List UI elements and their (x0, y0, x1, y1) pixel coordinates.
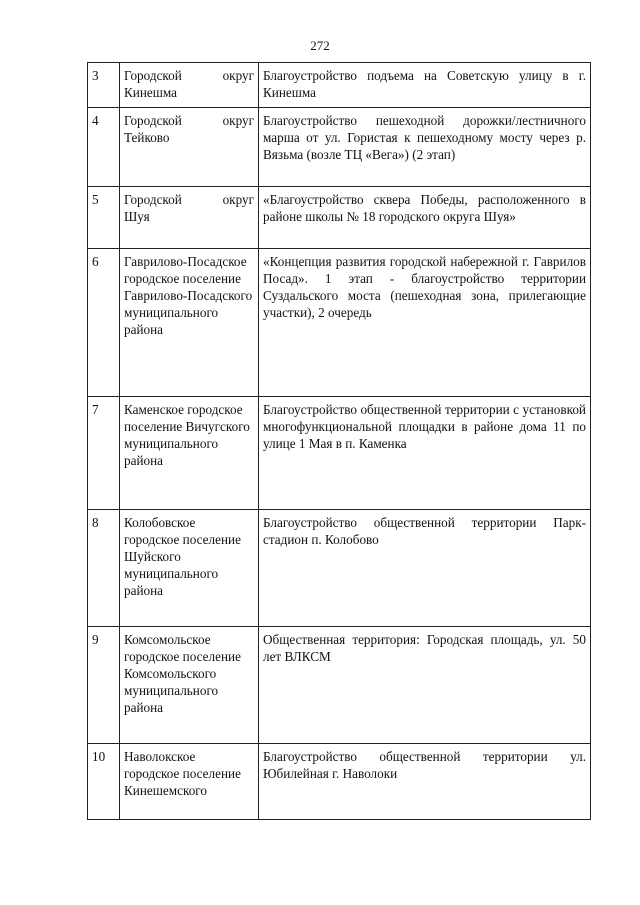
description-cell: «Благоустройство сквера Победы, расположенного в районе школы № 18 городского округа Шуя» (259, 187, 591, 249)
description-cell: Благоустройство пешеходной дорожки/лестничного марша от ул. Гористая к пешеходному мосту через р. Вязьма (возле ТЦ «Вега») (2 этап) (259, 108, 591, 187)
row-number: 3 (88, 63, 120, 108)
row-number: 5 (88, 187, 120, 249)
municipality-kind: округ (222, 192, 254, 207)
row-number: 8 (88, 510, 120, 627)
table-row (88, 510, 591, 627)
municipality-first-line (124, 191, 254, 208)
table-row (88, 397, 591, 510)
municipality-cell (120, 63, 259, 108)
municipality-cell: Гаврилово-Посадское городское поселение Гаврилово-Посадского муниципального района (120, 249, 259, 397)
municipality-first-line (124, 112, 254, 129)
description-cell: Общественная территория: Городская площадь, ул. 50 лет ВЛКСМ (259, 627, 591, 744)
description-cell: Благоустройство общественной территории ул. Юбилейная г. Наволоки (259, 744, 591, 820)
table-row (88, 627, 591, 744)
municipality-type: Городской (124, 192, 182, 207)
row-number: 4 (88, 108, 120, 187)
municipality-name: Шуя (124, 209, 150, 224)
description-cell: Благоустройство подъема на Советскую улицу в г. Кинешма (259, 63, 591, 108)
municipality-name: Тейково (124, 130, 170, 145)
row-number: 6 (88, 249, 120, 397)
municipality-cell: Комсомольское городское поселение Комсомольского муниципального района (120, 627, 259, 744)
municipality-kind: округ (222, 68, 254, 83)
row-number: 10 (88, 744, 120, 820)
description-cell: Благоустройство общественной территории Парк-стадион п. Колобово (259, 510, 591, 627)
municipality-cell (120, 108, 259, 187)
municipality-first-line (124, 67, 254, 84)
municipality-type: Городской (124, 113, 182, 128)
row-number: 7 (88, 397, 120, 510)
municipality-name: Кинешма (124, 85, 178, 100)
table-row (88, 63, 591, 108)
table-row (88, 108, 591, 187)
municipality-cell: Каменское городское поселение Вичугского муниципального района (120, 397, 259, 510)
municipality-kind: округ (222, 113, 254, 128)
table-row (88, 249, 591, 397)
municipality-cell (120, 187, 259, 249)
municipality-cell: Колобовское городское поселение Шуйского муниципального района (120, 510, 259, 627)
municipality-cell: Наволокское городское поселение Кинешемского (120, 744, 259, 820)
page-number: 272 (310, 38, 330, 53)
row-number: 9 (88, 627, 120, 744)
projects-table (87, 62, 591, 820)
municipality-type: Городской (124, 68, 182, 83)
description-cell: «Концепция развития городской набережной г. Гаврилов Посад». 1 этап - благоустройство территории Суздальского моста (пешеходная зона, прилегающие участки), 2 очередь (259, 249, 591, 397)
description-cell: Благоустройство общественной территории с установкой многофункциональной площадки в районе дома 11 по улице 1 Мая в п. Каменка (259, 397, 591, 510)
table-row (88, 744, 591, 820)
table-row (88, 187, 591, 249)
